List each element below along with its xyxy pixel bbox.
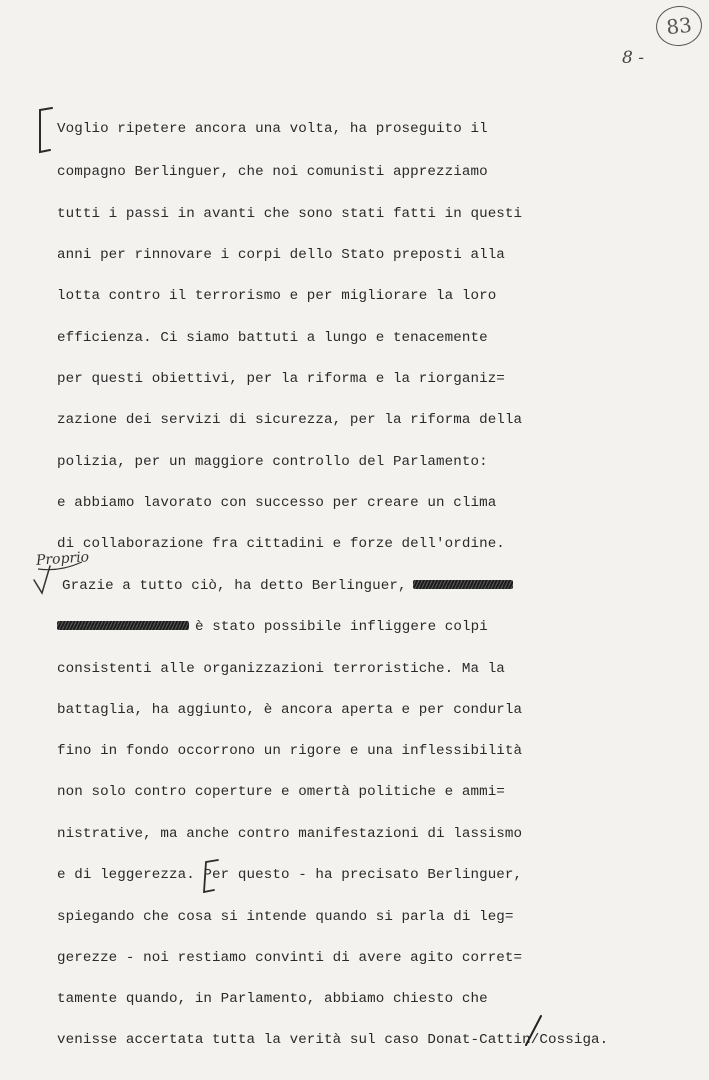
text-line: e di leggerezza. Per questo - ha precisato Berlinguer, <box>57 867 523 883</box>
text-line: Voglio ripetere ancora una volta, ha proseguito il <box>57 121 488 137</box>
paragraph-bracket-mark <box>204 860 218 892</box>
page-number: 8 - <box>622 48 644 68</box>
text-line: polizia, per un maggiore controllo del Parlamento: <box>57 454 488 470</box>
text-line: tamente quando, in Parlamento, abbiamo chiesto che <box>57 991 488 1007</box>
text-line: compagno Berlinguer, che noi comunisti apprezziamo <box>57 164 488 180</box>
text-segment: è stato possibile infliggere colpi <box>195 619 488 635</box>
text-line: per questi obiettivi, per la riforma e la riorganiz= <box>57 371 505 387</box>
handwritten-insertion: Proprio <box>35 549 90 569</box>
text-segment: Grazie a tutto ciò, ha detto Berlinguer, <box>62 578 407 594</box>
correction-slash-mark <box>526 1016 541 1045</box>
text-line: anni per rinnovare i corpi dello Stato preposti alla <box>57 247 505 263</box>
archive-number-stamp: 83 <box>654 4 704 49</box>
text-line: di collaborazione fra cittadini e forze dell'ordine. <box>57 536 505 552</box>
insertion-underline-mark <box>38 562 82 570</box>
text-line: lotta contro il terrorismo e per migliorare la loro <box>57 288 497 304</box>
text-line: zazione dei servizi di sicurezza, per la riforma della <box>57 412 523 428</box>
text-line: efficienza. Ci siamo battuti a lungo e tenacemente <box>57 330 488 346</box>
text-line: tutti i passi in avanti che sono stati fatti in questi <box>57 206 523 222</box>
text-line: gerezze - noi restiamo convinti di avere agito corret= <box>57 950 523 966</box>
text-line: consistenti alle organizzazioni terroristiche. Ma la <box>57 661 505 677</box>
text-line: spiegando che cosa si intende quando si parla di leg= <box>57 909 514 925</box>
text-line: e abbiamo lavorato con successo per creare un clima <box>57 495 497 511</box>
text-line: fino in fondo occorrono un rigore e una inflessibilità <box>57 743 523 759</box>
text-line: battaglia, ha aggiunto, è ancora aperta e per condurla <box>57 702 523 718</box>
text-line: venisse accertata tutta la verità sul caso Donat-Cattin/Cossiga. <box>57 1032 609 1048</box>
text-line: nistrative, ma anche contro manifestazioni di lassismo <box>57 826 523 842</box>
text-line: non solo contro coperture e omertà politiche e ammi= <box>57 784 505 800</box>
paragraph-bracket-mark <box>40 108 52 152</box>
